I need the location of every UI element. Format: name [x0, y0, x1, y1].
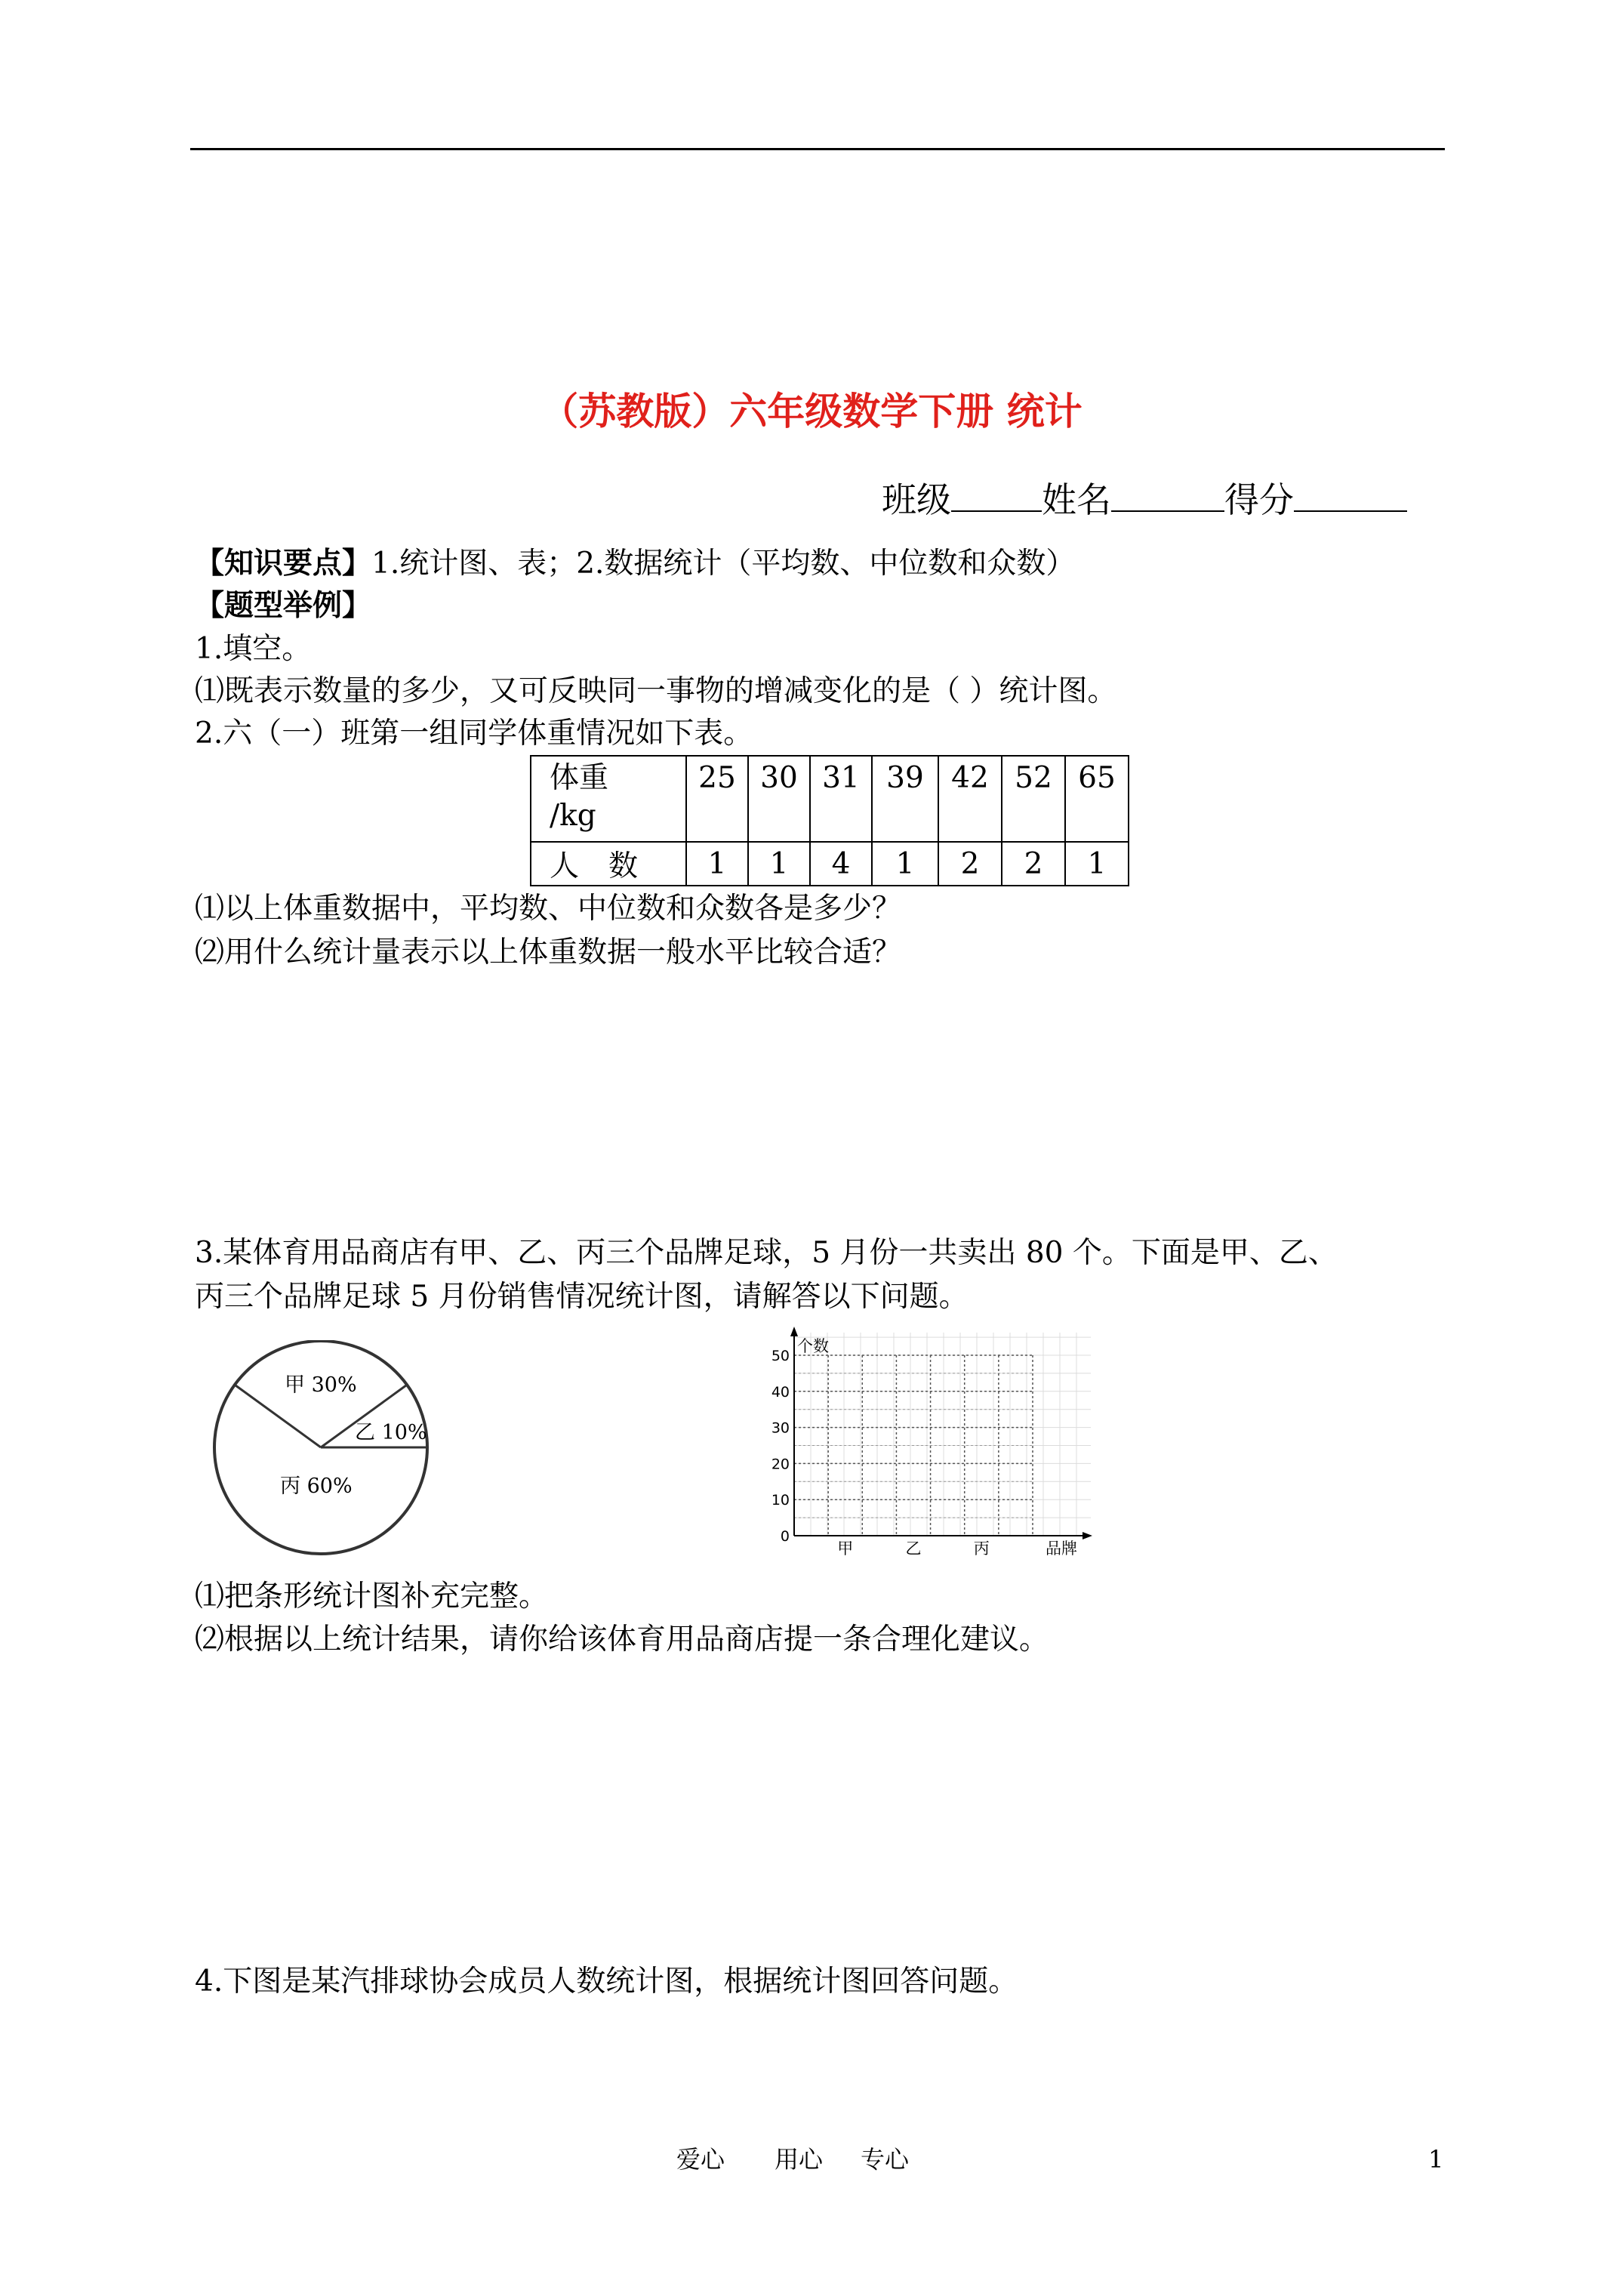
weight-row: [531, 756, 1129, 842]
pie-chart: [204, 1340, 445, 1563]
q2-sub1: ⑴以上体重数据中，平均数、中位数和众数各是多少？: [195, 892, 902, 926]
footer-text-1: 爱心: [676, 2145, 725, 2174]
weight-cell: 42: [938, 756, 1002, 842]
page-number: 1: [1428, 2145, 1444, 2174]
q3-line2: 丙三个品牌足球 5 月份销售情况统计图，请解答以下问题。: [195, 1280, 969, 1314]
weight-cell: 65: [1065, 756, 1129, 842]
key-points-label: 【知识要点】: [195, 546, 372, 581]
count-cell: 2: [938, 842, 1002, 886]
q2-heading: 2.六（一）班第一组同学体重情况如下表。: [195, 717, 753, 750]
examples-label: 【题型举例】: [195, 588, 372, 623]
count-cell: 4: [810, 842, 872, 886]
page-title: （苏教版）六年级数学下册 统计: [540, 389, 1083, 433]
pie-label-jia: 甲 30%: [285, 1373, 357, 1397]
count-header-cell: 人 数: [531, 842, 686, 886]
footer-text-3: 专心: [861, 2145, 910, 2174]
score-label: 得分: [1224, 479, 1294, 520]
weight-header-cell: 体重 /kg: [531, 756, 686, 842]
footer-text-2: 用心: [775, 2145, 824, 2174]
name-label: 姓名: [1042, 479, 1111, 520]
count-cell: 1: [1065, 842, 1129, 886]
y-axis-arrow: [790, 1327, 798, 1336]
count-row: [531, 842, 1129, 886]
count-cell: 1: [872, 842, 938, 886]
weight-table: [530, 755, 1129, 886]
key-points-text: 1.统计图、表；2.数据统计（平均数、中位数和众数）: [371, 547, 1076, 581]
key-points: [195, 542, 1075, 585]
weight-cell: 31: [810, 756, 872, 842]
header-rule: [190, 148, 1445, 150]
count-cell: 1: [748, 842, 810, 886]
y-tick-label: 20: [771, 1456, 790, 1473]
y-tick-label: 30: [771, 1419, 790, 1437]
x-tick-label: 丙: [973, 1539, 990, 1558]
y-axis-label: 个数: [797, 1337, 829, 1355]
count-cell: 1: [686, 842, 748, 886]
class-blank: [951, 471, 1042, 512]
bar-chart: [762, 1325, 1110, 1559]
x-tick-label: 甲: [837, 1539, 854, 1558]
y-tick-label: 40: [771, 1383, 790, 1401]
y-tick-label: 50: [771, 1348, 790, 1364]
x-axis-arrow: [1083, 1532, 1092, 1539]
weight-cell: 25: [686, 756, 748, 842]
weight-cell: 52: [1002, 756, 1065, 842]
x-tick-label: 乙: [905, 1539, 922, 1558]
score-blank: [1294, 471, 1407, 512]
q3-line1: 3.某体育用品商店有甲、乙、丙三个品牌足球，5 月份一共卖出 80 个。下面是甲、乙、: [195, 1236, 1338, 1270]
pie-label-yi: 乙 10%: [355, 1421, 427, 1444]
q1-heading: 1.填空。: [195, 632, 312, 666]
q4-heading: 4.下图是某汽排球协会成员人数统计图，根据统计图回答问题。: [195, 1965, 1018, 1999]
count-cell: 2: [1002, 842, 1065, 886]
pie-label-bing: 丙 60%: [280, 1475, 353, 1498]
y-tick-label: 10: [771, 1492, 790, 1509]
q1-sub1: ⑴既表示数量的多少，又可反映同一事物的增减变化的是（ ）统计图。: [195, 674, 1117, 708]
x-axis-label: 品牌: [1046, 1539, 1077, 1558]
student-info-line: [882, 471, 1407, 526]
name-blank: [1111, 471, 1224, 512]
weight-cell: 39: [872, 756, 938, 842]
q3-sub2: ⑵根据以上统计结果，请你给该体育用品商店提一条合理化建议。: [195, 1623, 1049, 1657]
q2-sub2: ⑵用什么统计量表示以上体重数据一般水平比较合适？: [195, 935, 902, 969]
class-label: 班级: [882, 479, 951, 520]
y-tick-label: 0: [780, 1528, 790, 1545]
weight-cell: 30: [748, 756, 810, 842]
q3-sub1: ⑴把条形统计图补充完整。: [195, 1579, 549, 1613]
